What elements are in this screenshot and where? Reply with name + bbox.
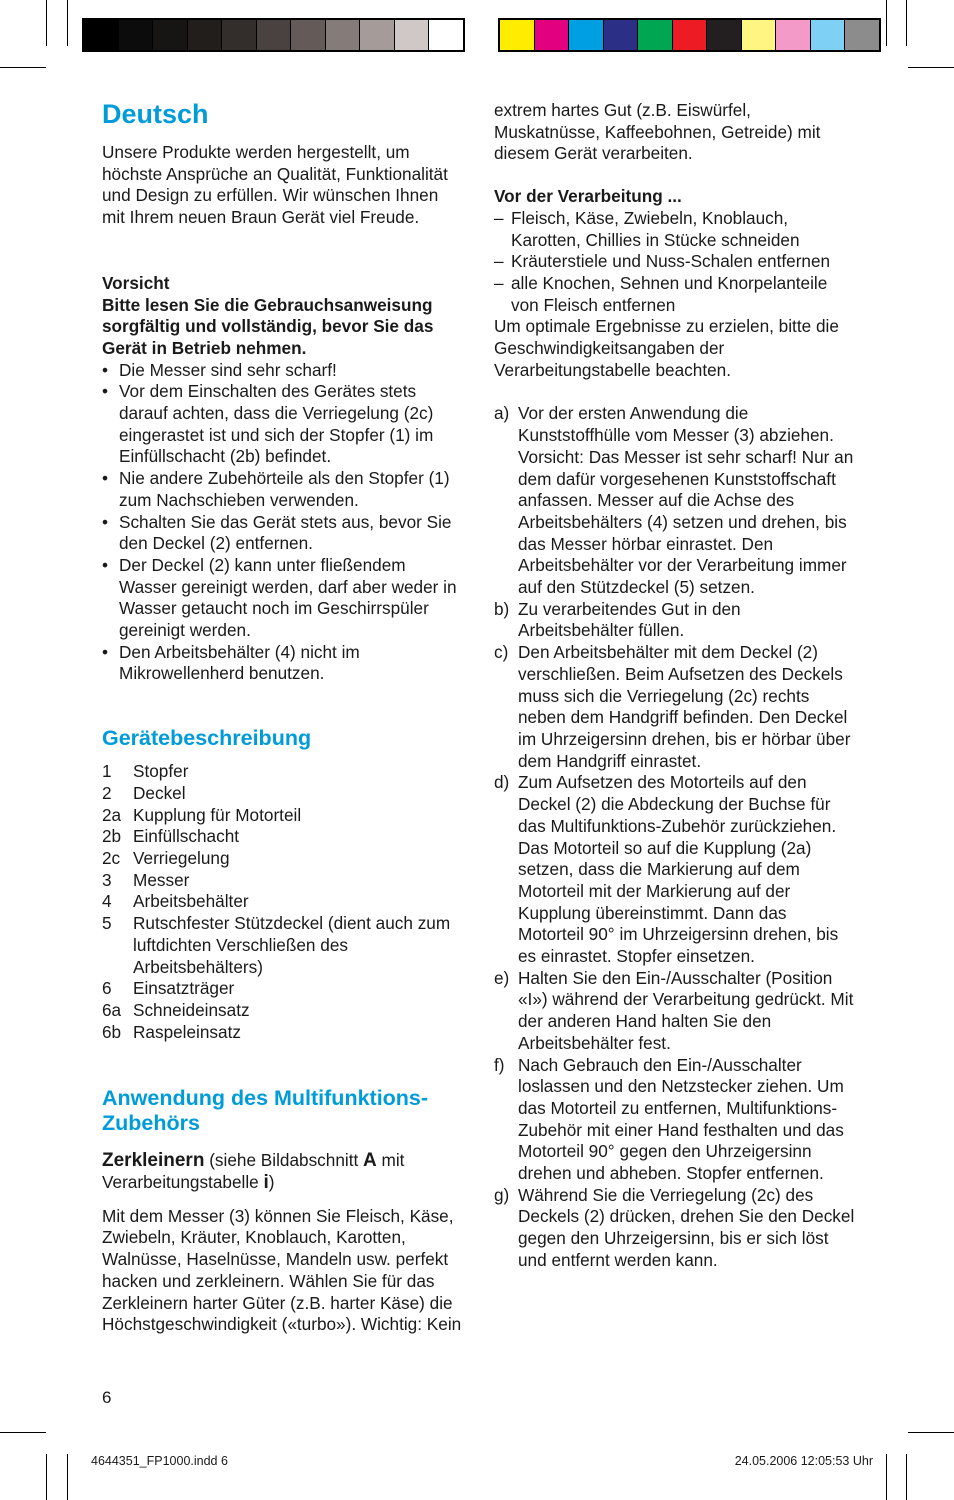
color-swatch [672,20,707,50]
step-letter: b) [494,598,510,619]
crop-mark [46,1454,47,1500]
part-label: Stopfer [133,761,189,782]
part-row [102,1000,464,1022]
crop-mark [906,1454,907,1500]
crop-mark [46,0,47,46]
color-swatch [394,20,429,50]
chopping-note-2: mit Verarbeitungstabelle [102,1150,405,1193]
color-swatch [290,20,325,50]
chopping-note-1: (siehe Bildabschnitt [204,1150,364,1171]
caution-list [102,360,464,686]
process-color-bar [498,18,881,52]
part-number: 6a [102,999,122,1020]
crop-mark [67,1454,68,1500]
part-number: 2c [102,847,121,868]
color-swatch [84,20,118,50]
step-text: Nach Gebrauch den Ein-/Ausschalter loslassen und den Netzstecker ziehen. Um das Motorteil zu entfernen, Multifunktions-Zubehör mit einer Hand festhalten und das Motorteil 90° gegen den Uhrzeigersinn drehen und abheben. Stopfer entfernen. [518,1054,844,1184]
intro-paragraph: Unsere Produkte werden hergestellt, um höchste Ansprüche an Qualität, Funktionalität und Design zu erfüllen. Wir wünschen Ihnen mit Ihrem neuen Braun Gerät viel Freude. [102,142,448,228]
step-row [494,599,856,642]
left-column [102,98,464,1336]
step-row [494,1055,856,1185]
part-number: 5 [102,913,112,934]
step-letter: a) [494,403,510,424]
part-label: Rutschfester Stützdeckel (dient auch zum luftdichten Verschließen des Arbeitsbehälters) [133,913,451,977]
part-label: Messer [133,869,190,890]
color-swatch [187,20,222,50]
step-letter: d) [494,772,510,793]
part-label: Kupplung für Motorteil [133,804,302,825]
part-number: 2a [102,804,122,825]
part-number: 3 [102,869,112,890]
crop-mark [0,67,46,68]
page-title: Deutsch [102,99,209,129]
preparation-heading: Vor der Verarbeitung ... [494,186,682,207]
crop-mark [908,67,954,68]
crop-mark [886,0,887,46]
step-letter: c) [494,642,509,663]
preparation-note: Um optimale Ergebnisse zu erzielen, bitte die Geschwindigkeitsangaben der Verarbeitungstabelle beachten. [494,316,839,380]
part-row [102,783,464,805]
part-row [102,913,464,978]
step-row [494,642,856,772]
table-ref-i: i [263,1172,269,1194]
step-letter: g) [494,1184,510,1205]
part-number: 2 [102,782,112,803]
crop-mark [908,1432,954,1433]
part-number: 6 [102,978,112,999]
preparation-item: – alle Knochen, Sehnen und Knorpelanteile von Fleisch entfernen [494,273,856,316]
caution-item: • Die Messer sind sehr scharf! [102,360,464,382]
step-row [494,772,856,967]
step-row [494,403,856,598]
color-swatch [256,20,291,50]
caution-item: • Der Deckel (2) kann unter fließendem Wasser gereinigt werden, darf aber weder in Wasser getaucht noch im Geschirrspüler gereinigt werden. [102,555,464,642]
usage-heading: Anwendung des Multifunktions-Zubehörs [102,1086,429,1136]
color-swatch [534,20,569,50]
crop-mark [67,0,68,46]
caution-instruction: Bitte lesen Sie die Gebrauchsanweisung sorgfältig und vollständig, bevor Sie das Gerät in Betrieb nehmen. [102,294,434,358]
crop-mark [886,1454,887,1500]
color-swatch [152,20,187,50]
color-swatch [775,20,810,50]
part-row [102,891,464,913]
device-description-heading: Gerätebeschreibung [102,726,312,751]
step-text: Zum Aufsetzen des Motorteils auf den Deckel (2) die Abdeckung der Buchse für das Multifunktions-Zubehör zurückziehen. Das Motorteil so auf die Kupplung (2a) setzen, dass die Markierung auf dem Motorteil mit der Markierung auf der Kupplung übereinstimmt. Dann das Motorteil 90° im Uhrzeigersinn drehen, bis es einrastet. Stopfer einsetzen. [518,772,839,967]
step-row [494,1185,856,1272]
color-swatch [706,20,741,50]
parts-list [102,761,464,1043]
part-label: Arbeitsbehälter [133,891,249,912]
chopping-paragraph: Mit dem Messer (3) können Sie Fleisch, Käse, Zwiebeln, Kräuter, Knoblauch, Karotten, Walnüsse, Haselnüsse, Mandeln usw. perfekt hacken und zerkleinern. Wählen Sie für das Zerkleinern harter Güter (z.B. harter Käse) die Höchstgeschwindigkeit («turbo»). Wichtig: Kein [102,1205,462,1335]
part-row [102,805,464,827]
color-swatch [428,20,463,50]
part-row [102,1022,464,1044]
part-number: 4 [102,891,112,912]
color-swatch [325,20,360,50]
color-swatch [637,20,672,50]
crop-mark [0,1432,46,1433]
color-swatch [568,20,603,50]
chopping-note-3: ) [268,1172,275,1193]
preparation-item: – Kräuterstiele und Nuss-Schalen entfernen [494,251,856,273]
page-number: 6 [102,1388,112,1407]
part-number: 6b [102,1021,122,1042]
gray-color-bar [82,18,465,52]
color-swatch [844,20,879,50]
part-row [102,848,464,870]
step-text: Zu verarbeitendes Gut in den Arbeitsbehälter füllen. [518,598,741,641]
part-row [102,761,464,783]
color-swatch [500,20,534,50]
caution-item: • Den Arbeitsbehälter (4) nicht im Mikrowellenherd benutzen. [102,642,464,685]
part-label: Schneideinsatz [133,999,250,1020]
chopping-subheading [102,1150,464,1193]
caution-item: • Nie andere Zubehörteile als den Stopfer (1) zum Nachschieben verwenden. [102,468,464,511]
continuation-paragraph: extrem hartes Gut (z.B. Eiswürfel, Muskatnüsse, Kaffeebohnen, Getreide) mit diesem Gerät verarbeiten. [494,100,821,164]
part-label: Einsatzträger [133,978,235,999]
part-label: Deckel [133,782,186,803]
step-text: Halten Sie den Ein-/Ausschalter (Position «I») während der Verarbeitung gedrückt. Mit der anderen Hand halten Sie den Arbeitsbehälter fest. [518,967,854,1053]
part-number: 1 [102,761,112,782]
slug-file: 4644351_FP1000.indd 6 [91,1454,228,1468]
right-column [494,100,856,1272]
part-row [102,826,464,848]
part-row [102,870,464,892]
color-swatch [810,20,845,50]
step-letter: e) [494,967,510,988]
caution-item: • Schalten Sie das Gerät stets aus, bevor Sie den Deckel (2) entfernen. [102,512,464,555]
part-number: 2b [102,826,122,847]
color-swatch [603,20,638,50]
figure-ref-a: A [363,1150,377,1172]
preparation-list [494,208,856,317]
chopping-title: Zerkleinern [102,1150,205,1172]
caution-heading: Vorsicht [102,272,170,293]
slug-date: 24.05.2006 12:05:53 Uhr [734,1454,873,1468]
preparation-item: – Fleisch, Käse, Zwiebeln, Knoblauch, Karotten, Chillies in Stücke schneiden [494,208,856,251]
crop-mark [906,0,907,46]
color-swatch [741,20,776,50]
step-text: Den Arbeitsbehälter mit dem Deckel (2) verschließen. Beim Aufsetzen des Deckels muss sich die Verriegelung (2c) rechts neben dem Handgriff befinden. Den Deckel im Uhrzeigersinn drehen, bis er hörbar über dem Handgriff einrastet. [518,642,851,771]
part-label: Raspeleinsatz [133,1021,241,1042]
step-text: Vor der ersten Anwendung die Kunststoffhülle vom Messer (3) abziehen. Vorsicht: Das Messer ist sehr scharf! Nur an dem dafür vorgesehenen Kunststoffschaft anfassen. Messer auf die Achse des Arbeitsbehälters (4) setzen und drehen, bis das Messer hörbar einrastet. Den Arbeitsbehälter vor der Verarbeitung immer auf den Stützdeckel (5) setzen. [518,403,854,598]
color-swatch [221,20,256,50]
step-text: Während Sie die Verriegelung (2c) des Deckels (2) drücken, drehen Sie den Deckel gegen den Uhrzeigersinn, bis er sich löst und entfernt werden kann. [518,1184,855,1270]
part-label: Einfüllschacht [133,826,240,847]
steps-list [494,403,856,1271]
color-swatch [359,20,394,50]
step-letter: f) [494,1054,505,1075]
step-row [494,968,856,1055]
part-label: Verriegelung [133,847,230,868]
caution-item: • Vor dem Einschalten des Gerätes stets darauf achten, dass die Verriegelung (2c) eingerastet ist und sich der Stopfer (1) im Einfüllschacht (2b) befindet. [102,381,464,468]
color-swatch [118,20,153,50]
part-row [102,978,464,1000]
